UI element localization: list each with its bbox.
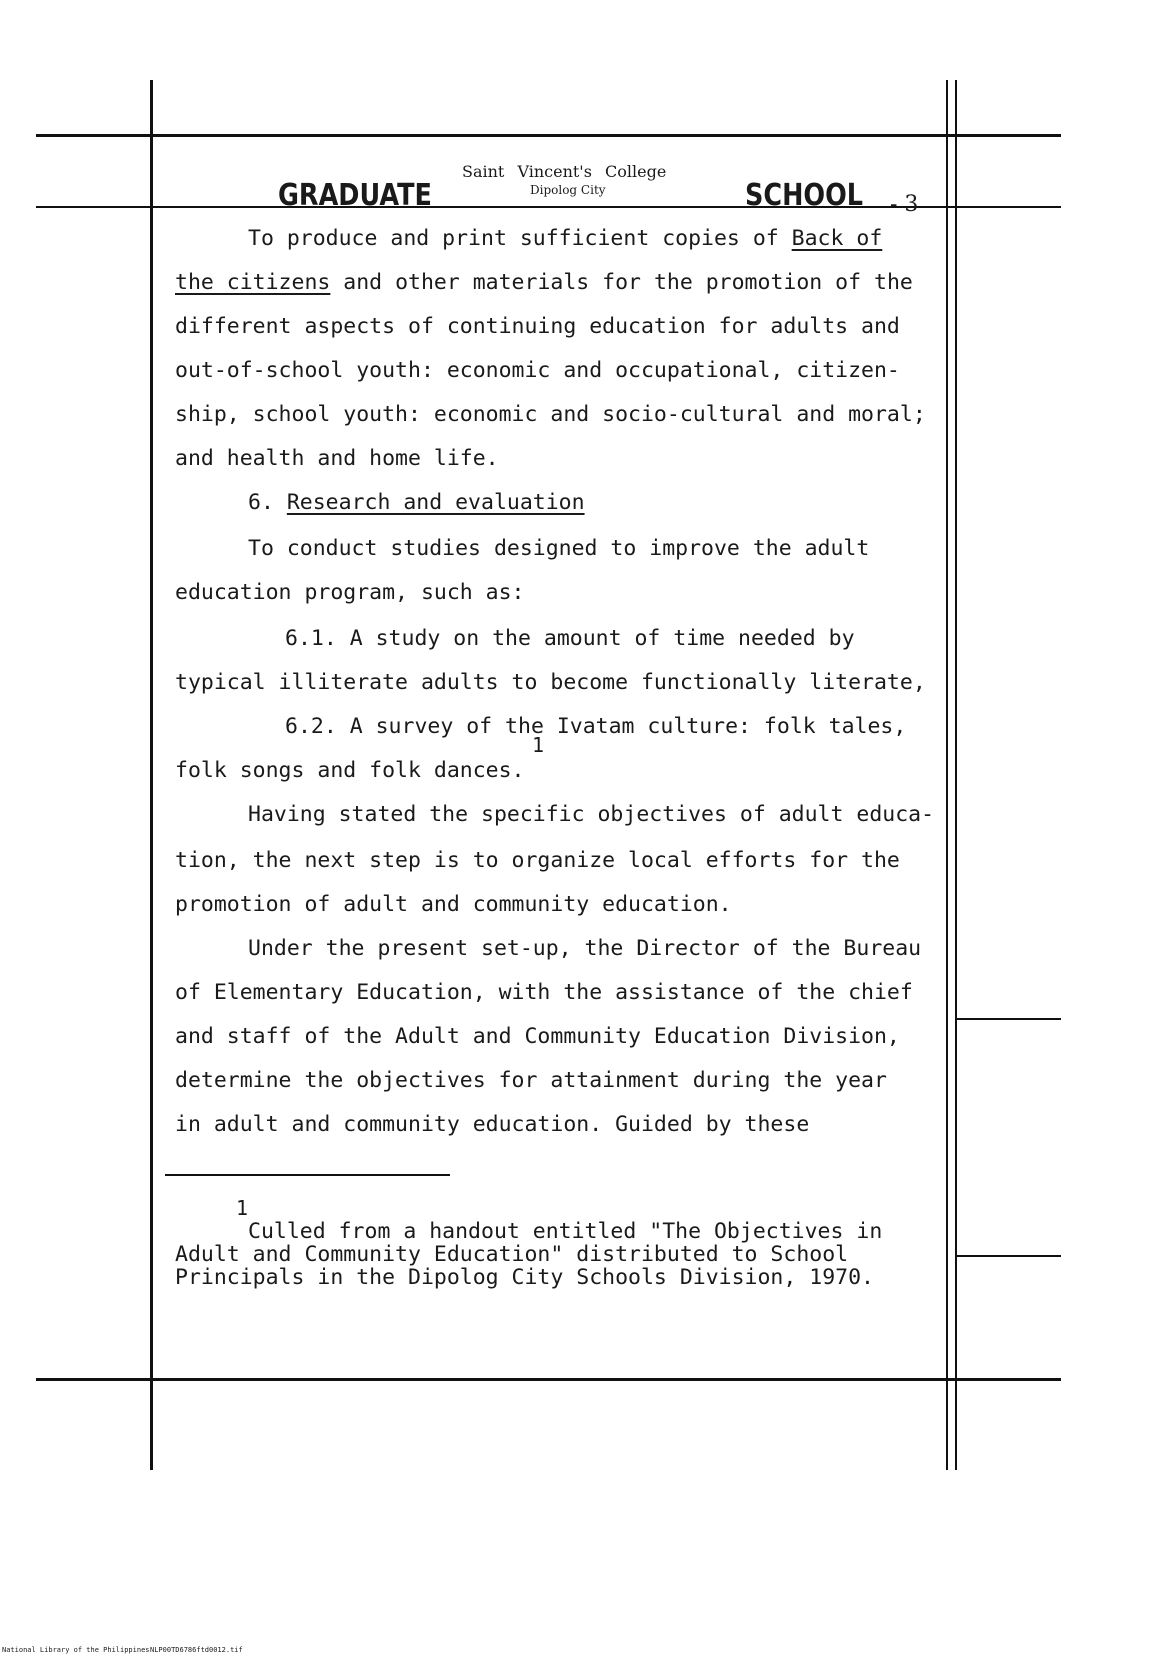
frame-top-rule <box>36 134 1061 137</box>
header-college-city: Dipolog City <box>530 183 606 197</box>
frame-right-margin-line-2 <box>955 80 957 1470</box>
scan-credit-filename: NLP00TD6786ftd0012.tif <box>150 1646 243 1654</box>
body-line: To produce and print sufficient copies of Back of <box>248 226 883 251</box>
header-college-name: Saint Vincent's College <box>462 162 667 181</box>
frame-right-rule-2 <box>955 1255 1061 1257</box>
footnote-line: Adult and Community Education" distributed to School <box>175 1242 849 1267</box>
footnote-line: Culled from a handout entitled "The Objectives in <box>248 1219 883 1244</box>
body-line: To conduct studies designed to improve the adult <box>248 536 870 561</box>
body-line: Having stated the specific objectives of adult educa- <box>248 802 935 827</box>
body-line: tion, the next step is to organize local efforts for the <box>175 848 900 873</box>
body-line: education program, such as: <box>175 580 525 605</box>
footnote-line: Principals in the Dipolog City Schools Division, 1970. <box>175 1265 874 1290</box>
body-line: in adult and community education. Guided by these <box>175 1112 810 1137</box>
frame-right-rule-1 <box>955 1018 1061 1020</box>
body-line: determine the objectives for attainment during the year <box>175 1068 887 1093</box>
header-school: SCHOOL <box>745 178 864 213</box>
body-line: folk songs and folk dances. <box>175 758 525 783</box>
header-graduate: GRADUATE <box>278 178 432 213</box>
body-line: of Elementary Education, with the assistance of the chief <box>175 980 913 1005</box>
page-number: - 3 <box>890 192 919 217</box>
body-line: and health and home life. <box>175 446 499 471</box>
list-item: 6.1. A study on the amount of time needed by <box>285 626 855 651</box>
frame-right-margin-line <box>946 80 948 1470</box>
body-line: typical illiterate adults to become functionally literate, <box>175 670 926 695</box>
body-line: promotion of adult and community education. <box>175 892 732 917</box>
footnote-separator <box>165 1174 450 1176</box>
footnote-reference: 1 <box>532 733 545 757</box>
section-heading: 6. Research and evaluation <box>248 490 585 515</box>
body-line: out-of-school youth: economic and occupational, citizen- <box>175 358 900 383</box>
body-line: the citizens and other materials for the promotion of the <box>175 270 913 295</box>
frame-bottom-rule <box>36 1378 1061 1381</box>
body-line: different aspects of continuing education for adults and <box>175 314 900 339</box>
body-line: Under the present set-up, the Director of the Bureau <box>248 936 922 961</box>
list-item: 6.2. A survey of the Ivatam culture: folk tales, <box>285 714 907 739</box>
scan-credit-library: National Library of the Philippines <box>2 1646 150 1654</box>
frame-left-margin-line <box>150 80 153 1470</box>
body-line: ship, school youth: economic and socio-cultural and moral; <box>175 402 926 427</box>
footnote-number: 1 <box>236 1196 249 1220</box>
body-line: and staff of the Adult and Community Education Division, <box>175 1024 900 1049</box>
